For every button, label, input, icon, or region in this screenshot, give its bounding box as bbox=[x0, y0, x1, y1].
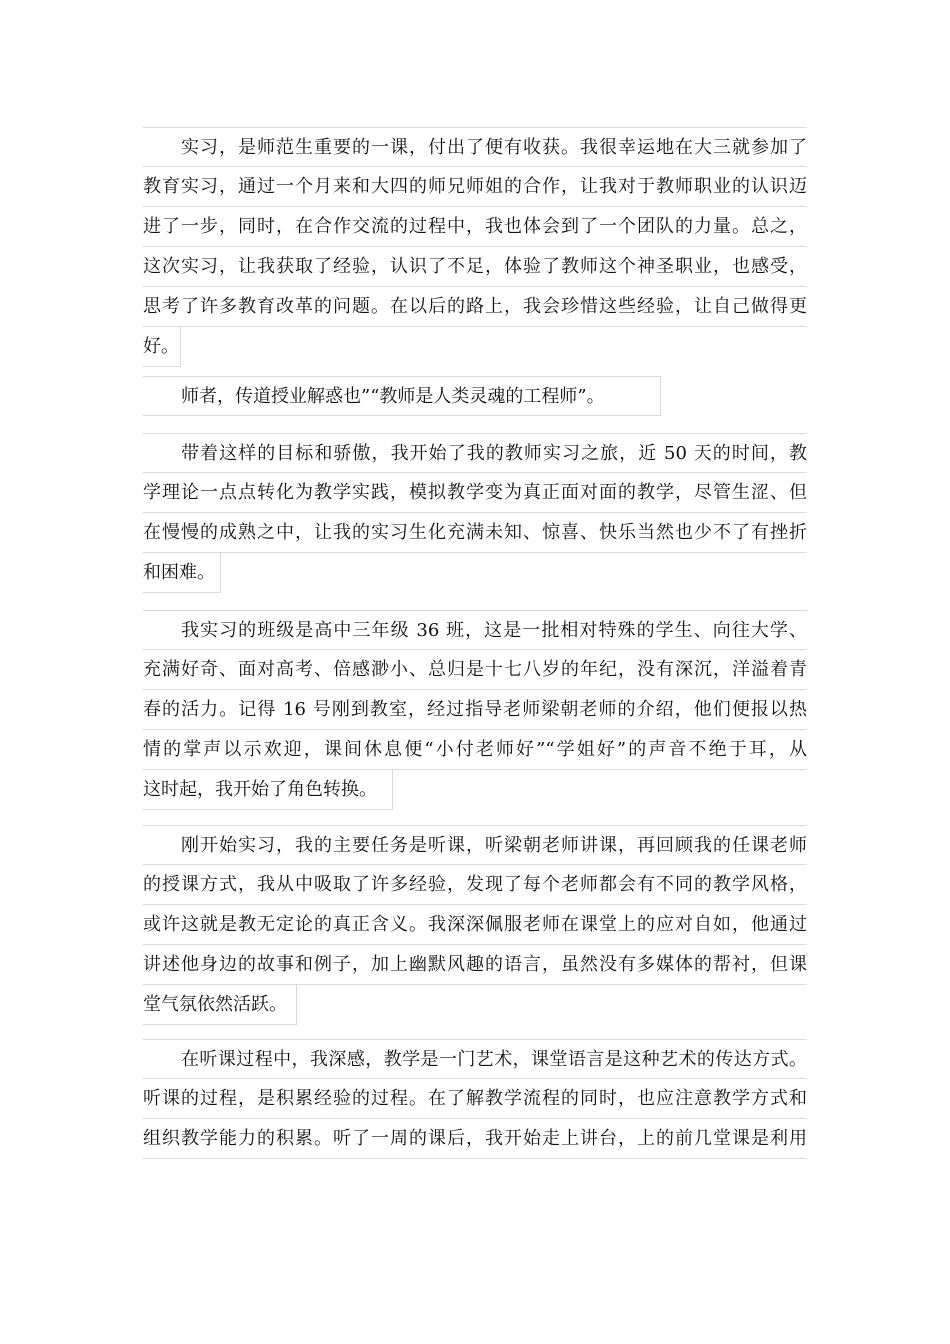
text-line: 情的掌声以示欢迎，课间休息便“小付老师好”“学姐好”的声音不绝于耳，从 bbox=[143, 730, 807, 770]
text-line: 这时起，我开始了角色转换。 bbox=[143, 770, 393, 810]
text-line: 我实习的班级是高中三年级 36 班，这是一批相对特殊的学生、向往大学、 bbox=[143, 610, 807, 650]
text-line: 教育实习，通过一个月来和大四的师兄师姐的合作，让我对于教师职业的认识迈 bbox=[143, 167, 807, 207]
text-line: 实习，是师范生重要的一课，付出了便有收获。我很幸运地在大三就参加了 bbox=[143, 127, 807, 167]
text-line: 和困难。 bbox=[143, 553, 221, 593]
text-line: 这次实习，让我获取了经验，认识了不足，体验了教师这个神圣职业，也感受， bbox=[143, 247, 807, 287]
text-line: 讲述他身边的故事和例子，加上幽默风趣的语言，虽然没有多媒体的帮衬，但课 bbox=[143, 945, 807, 985]
text-line: 春的活力。记得 16 号刚到教室，经过指导老师梁朝老师的介绍，他们便报以热 bbox=[143, 690, 807, 730]
paragraph-6 bbox=[143, 1039, 807, 1159]
text-line: 师者，传道授业解惑也”“教师是人类灵魂的工程师”。 bbox=[143, 376, 661, 416]
paragraph-1 bbox=[143, 127, 807, 367]
paragraph-5 bbox=[143, 825, 807, 1025]
text-line: 带着这样的目标和骄傲，我开始了我的教师实习之旅，近 50 天的时间，教 bbox=[143, 433, 807, 473]
paragraph-2 bbox=[143, 376, 807, 416]
text-line: 刚开始实习，我的主要任务是听课，听梁朝老师讲课，再回顾我的任课老师 bbox=[143, 825, 807, 865]
text-line: 或许这就是教无定论的真正含义。我深深佩服老师在课堂上的应对自如，他通过 bbox=[143, 905, 807, 945]
text-line: 好。 bbox=[143, 327, 181, 367]
paragraph-3 bbox=[143, 433, 807, 593]
text-line: 学理论一点点转化为教学实践，模拟教学变为真正面对面的教学，尽管生涩、但 bbox=[143, 473, 807, 513]
text-line: 堂气氛依然活跃。 bbox=[143, 985, 297, 1025]
paragraph-4 bbox=[143, 610, 807, 810]
text-line: 组织教学能力的积累。听了一周的课后，我开始走上讲台，上的前几堂课是利用 bbox=[143, 1119, 807, 1159]
text-line: 充满好奇、面对高考、倍感渺小、总归是十七八岁的年纪，没有深沉，洋溢着青 bbox=[143, 650, 807, 690]
text-line: 在听课过程中，我深感，教学是一门艺术，课堂语言是这种艺术的传达方式。 bbox=[143, 1039, 807, 1079]
text-line: 思考了许多教育改革的问题。在以后的路上，我会珍惜这些经验，让自己做得更 bbox=[143, 287, 807, 327]
text-line: 听课的过程，是积累经验的过程。在了解教学流程的同时，也应注意教学方式和 bbox=[143, 1079, 807, 1119]
text-line: 进了一步，同时，在合作交流的过程中，我也体会到了一个团队的力量。总之， bbox=[143, 207, 807, 247]
text-line: 在慢慢的成熟之中，让我的实习生化充满未知、惊喜、快乐当然也少不了有挫折 bbox=[143, 513, 807, 553]
text-line: 的授课方式，我从中吸取了许多经验，发现了每个老师都会有不同的教学风格， bbox=[143, 865, 807, 905]
